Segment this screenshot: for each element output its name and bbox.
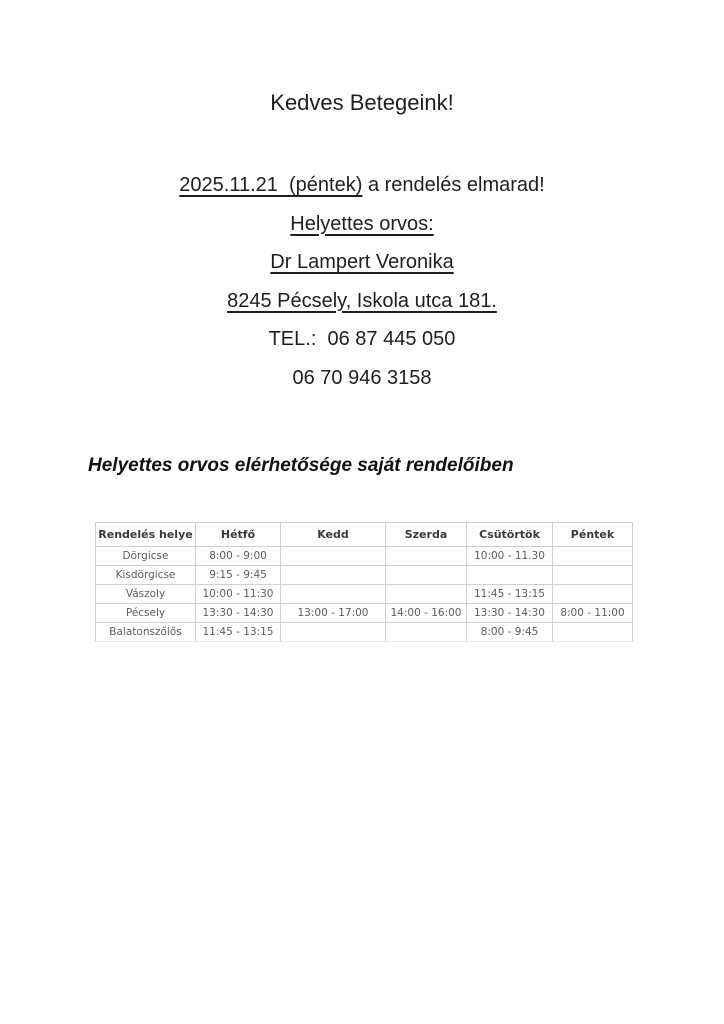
cell-time (467, 566, 553, 585)
cell-time (386, 547, 467, 566)
cell-time: 13:00 - 17:00 (281, 604, 386, 623)
schedule-table (95, 522, 633, 642)
cell-time (281, 547, 386, 566)
header-row (96, 523, 633, 547)
table-row (96, 623, 633, 642)
column-header-monday: Hétfő (196, 523, 281, 547)
cancellation-date: 2025.11.21 (péntek) (179, 174, 363, 196)
phone-line-2: 06 70 946 3158 (292, 366, 432, 389)
cell-place: Vászoly (96, 585, 196, 604)
cell-place: Pécsely (96, 604, 196, 623)
page-title: Kedves Betegeink! (270, 90, 454, 115)
column-header-tuesday: Kedd (281, 523, 386, 547)
cell-place: Dörgicse (96, 547, 196, 566)
cell-time (553, 585, 633, 604)
cell-time: 14:00 - 16:00 (386, 604, 467, 623)
cancellation-line (0, 166, 724, 205)
schedule-heading: Helyettes orvos elérhetősége saját rendelőiben (88, 455, 514, 476)
cell-time (553, 547, 633, 566)
column-header-thursday: Csütörtök (467, 523, 553, 547)
table-row (96, 566, 633, 585)
phone-line-1: TEL.: 06 87 445 050 (268, 328, 456, 350)
cell-time (386, 585, 467, 604)
cell-time: 13:30 - 14:30 (467, 604, 553, 623)
cell-time: 10:00 - 11:30 (196, 585, 281, 604)
cell-time: 11:45 - 13:15 (196, 623, 281, 642)
cell-time (281, 566, 386, 585)
column-header-friday: Péntek (553, 523, 633, 547)
schedule-table-body (96, 547, 633, 642)
cancellation-text: a rendelés elmarad! (362, 174, 545, 196)
cell-time (281, 623, 386, 642)
cell-time: 8:00 - 9:00 (196, 547, 281, 566)
cell-time (553, 623, 633, 642)
cell-time (553, 566, 633, 585)
cell-time: 10:00 - 11.30 (467, 547, 553, 566)
substitute-doctor-label: Helyettes orvos: (290, 212, 434, 235)
column-header-wednesday: Szerda (386, 523, 467, 547)
column-header-place: Rendelés helye (96, 523, 196, 547)
cell-time: 11:45 - 13:15 (467, 585, 553, 604)
cell-time: 8:00 - 11:00 (553, 604, 633, 623)
table-row (96, 604, 633, 623)
cell-time (281, 585, 386, 604)
cell-time: 13:30 - 14:30 (196, 604, 281, 623)
schedule-table-header (96, 523, 633, 547)
doctor-address: 8245 Pécsely, Iskola utca 181. (227, 289, 497, 312)
cell-time (386, 566, 467, 585)
cell-place: Balatonszőlős (96, 623, 196, 642)
announcement-block (0, 166, 724, 397)
table-row (96, 547, 633, 566)
cell-time: 9:15 - 9:45 (196, 566, 281, 585)
doctor-name: Dr Lampert Veronika (270, 251, 454, 273)
cell-time: 8:00 - 9:45 (467, 623, 553, 642)
cell-place: Kisdörgicse (96, 566, 196, 585)
cell-time (386, 623, 467, 642)
table-row (96, 585, 633, 604)
